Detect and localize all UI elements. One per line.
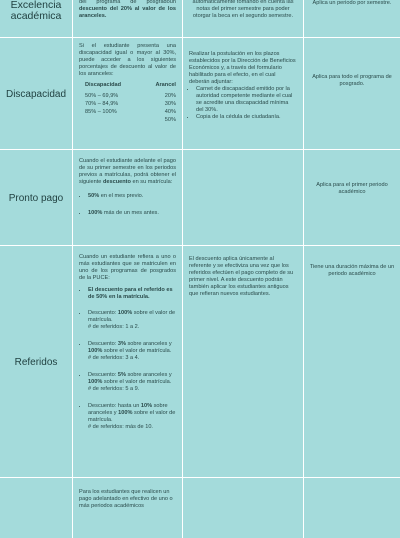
table-cell: 70% – 84,9%	[85, 101, 119, 107]
row-label-cell	[0, 478, 72, 538]
requirement-cell	[182, 478, 303, 538]
table-cell: 40%	[164, 109, 176, 115]
list-item: • Copia de la cédula de ciudadanía.	[196, 114, 297, 121]
discount-table	[79, 82, 176, 125]
benefit-cell	[72, 38, 182, 150]
duration-text: Tiene una duración máxima de un periodo académico	[309, 264, 395, 277]
table-cell: 85% – 100%	[85, 109, 117, 115]
requirement-text: Realizar la postulación en los plazos establecidos por la Dirección de Beneficios Económicos y, a través del formulario habilitado para el efecto, en el cual deberán adjuntar:	[189, 51, 296, 85]
requirement-cell	[182, 38, 303, 150]
table-row-discapacidad	[0, 37, 400, 150]
table-row-referidos	[0, 245, 400, 478]
table-header: Arancel	[155, 82, 176, 88]
benefit-text: Si el estudiante presenta una discapacidad igual o mayor al 30%, puede acceder a los siguientes porcentajes de descuento al valor de los aranceles:	[79, 43, 176, 77]
table-row-pronto-pago	[0, 149, 400, 246]
row-label: Discapacidad	[5, 88, 67, 100]
list-item: • Descuento: hasta un 10% sobre aranceles y 100% sobre el valor de matrícula. # de referidos: más de 10.	[88, 403, 176, 431]
list-item: • Descuento: 100% sobre el valor de matrícula. # de referidos: 1 a 2.	[88, 310, 176, 331]
table-cell: 20%	[164, 93, 176, 99]
benefit-text: Para los estudiantes que realicen un pago adelantado en efectivo de uno o más periodos académicos	[79, 489, 173, 509]
requirement-cell	[182, 0, 303, 37]
list-item: • Descuento: 3% sobre aranceles y 100% sobre el valor de matrícula. # de referidos: 3 a 4.	[88, 341, 176, 362]
duration-cell	[303, 0, 400, 37]
requirement-cell	[182, 150, 303, 246]
row-label: Referidos	[14, 356, 58, 368]
benefit-cell	[72, 246, 182, 478]
benefit-cell	[72, 478, 182, 538]
table-cell: 50% – 69,9%	[85, 93, 119, 99]
benefit-text: del programa de posgradoun	[79, 0, 176, 5]
duration-cell	[303, 38, 400, 150]
benefit-text: en su matrícula:	[132, 179, 173, 185]
duration-text: Aplica para todo el programa de posgrado.	[312, 74, 392, 87]
table-row-partial	[0, 477, 400, 538]
duration-text: Aplica un periodo por semestre.	[312, 0, 392, 6]
requirement-cell	[182, 246, 303, 478]
list-item: • Carnet de discapacidad emitido por la autoridad competente mediante el cual se acredite una discapacidad mínima del 30%.	[196, 86, 297, 114]
duration-cell	[303, 246, 400, 478]
requirement-text: automáticamente tomando en cuenta las notas del primer semestre para poder otorgar la beca en el segundo semestre.	[192, 0, 294, 19]
duration-cell	[303, 478, 400, 538]
table-row-excelencia	[0, 0, 400, 37]
table-cell: 30%	[164, 101, 176, 107]
table-cell	[79, 117, 144, 125]
benefit-list	[79, 287, 176, 431]
requirement-text: El descuento aplica únicamente al referente y se efectiviza una vez que los referidos efectúen el pago completo de su primer nivel. A este descuento podrán también aplicar los estudiantes antiguos que refieran nuevos estudiantes.	[189, 256, 294, 297]
benefit-bold: descuento del 20% al valor de los aranceles.	[79, 6, 176, 19]
duration-cell	[303, 150, 400, 246]
list-item: • 100% más de un mes antes.	[88, 210, 176, 217]
row-label-cell	[0, 246, 72, 478]
benefit-cell	[72, 0, 182, 37]
row-label: Pronto pago	[8, 192, 64, 204]
row-label-cell	[0, 150, 72, 246]
list-item: • 50% en el mes previo.	[88, 193, 176, 200]
benefit-cell	[72, 150, 182, 246]
table-cell: 50%	[164, 117, 176, 123]
duration-text: Aplica para el primer periodo académico	[316, 182, 388, 195]
requirement-list	[189, 86, 297, 121]
benefit-text: Cuando un estudiante refiera a uno o más estudiantes que se matriculen en uno de los programas de posgrados de la PUCE:	[79, 254, 176, 281]
row-label: Excelencia académica	[10, 0, 62, 22]
list-item: • Descuento: 5% sobre aranceles y 100% sobre el valor de matrícula. # de referidos: 5 a 9.	[88, 372, 176, 393]
row-label-cell	[0, 0, 72, 37]
benefit-text: Cuando el estudiante adelante el pago de su primer semestre en los periodos previos a matrículas, podrá obtener el siguiente	[79, 158, 176, 185]
benefit-bold: descuento	[102, 179, 131, 185]
benefit-list	[79, 193, 176, 217]
table-header: Discapacidad	[85, 82, 122, 88]
list-item: • El descuento para el referido es de 50% en la matrícula.	[88, 287, 176, 301]
row-label-cell	[0, 38, 72, 150]
